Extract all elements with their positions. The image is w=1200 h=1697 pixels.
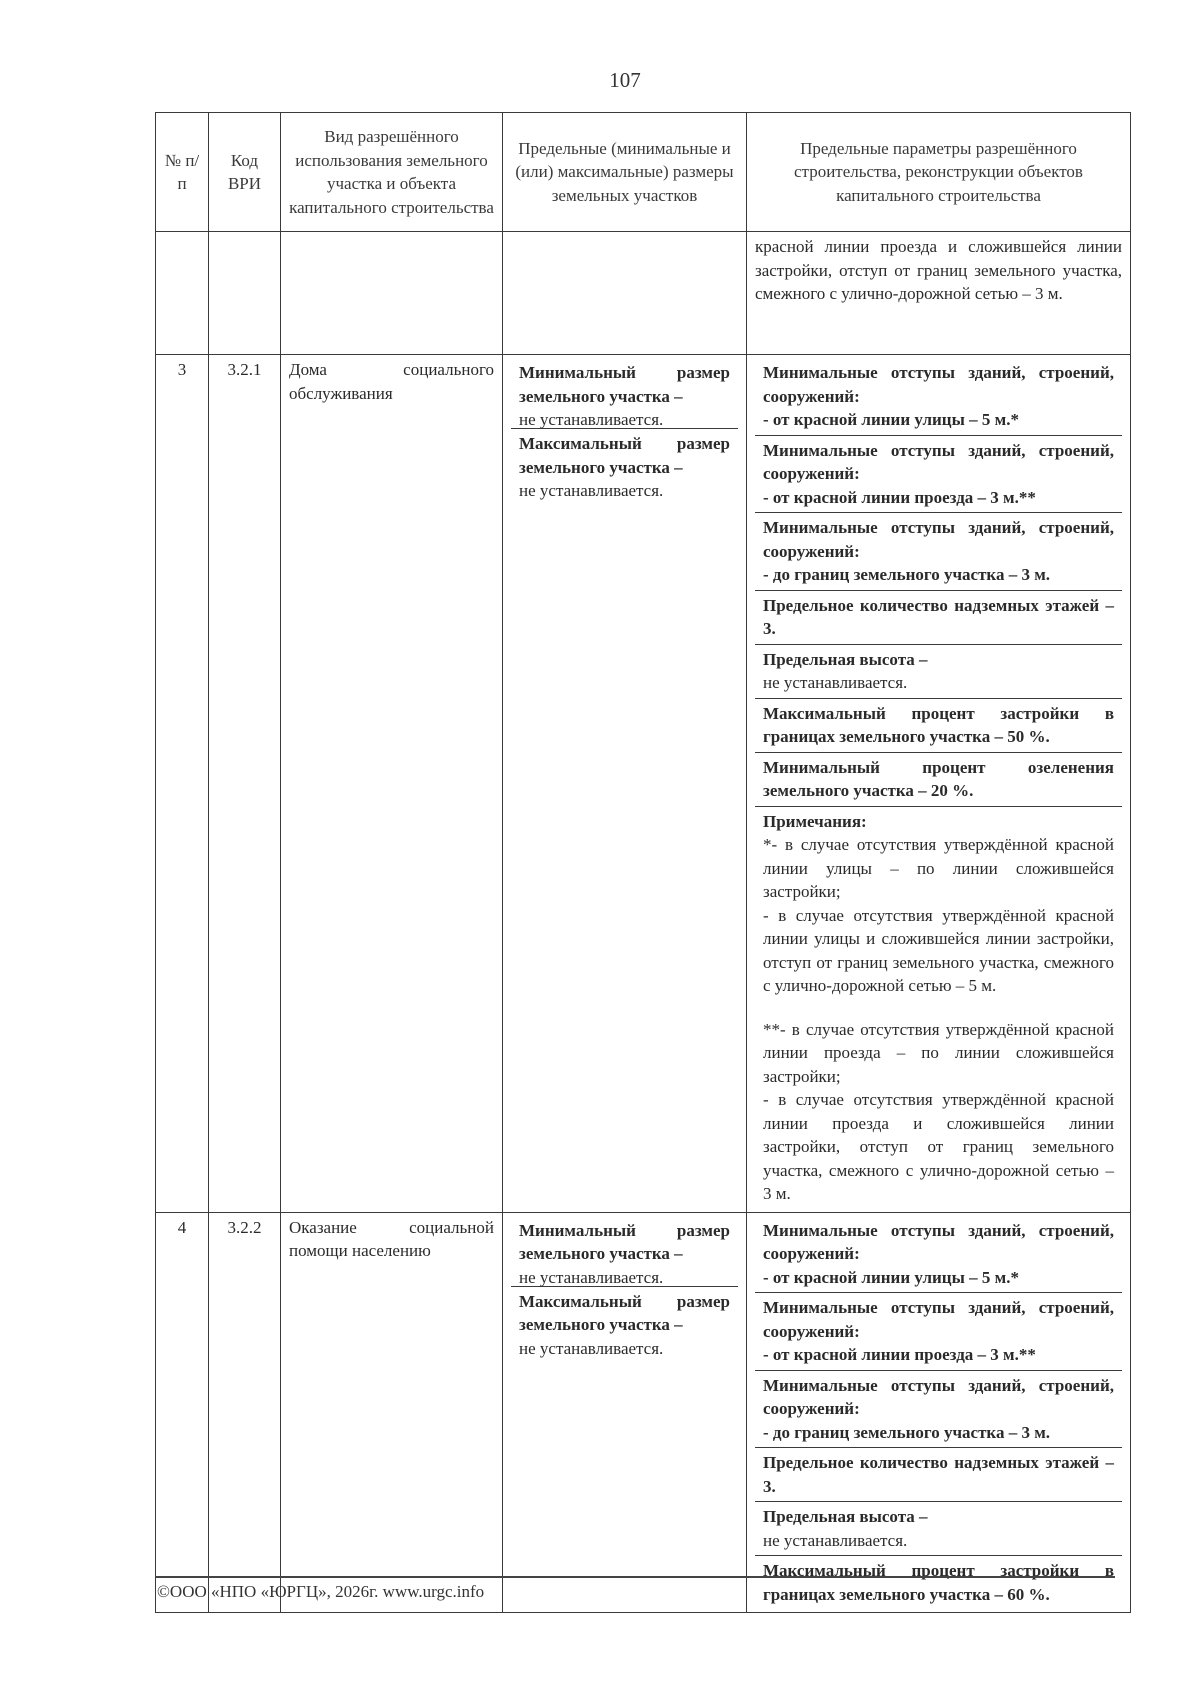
row-use: Дома социального обслуживания [281, 355, 503, 1213]
param-height: Предельная высота – не устанавливается. [755, 1502, 1122, 1556]
min-size-value: не устанавливается. [519, 410, 664, 429]
param-max-coverage: Максимальный процент застройки в границах земельного участка – 60 %. [763, 1561, 1114, 1604]
row-params-cell [747, 1212, 1131, 1613]
footer-divider [155, 1576, 1115, 1578]
max-size-title: Максимальный размер земельного участка – [519, 1291, 730, 1334]
row-size-cell [503, 355, 747, 1213]
param-setback-street: Минимальные отступы зданий, строений, сооружений: - от красной линии улицы – 5 м.* [755, 1216, 1122, 1294]
row-num: 3 [156, 355, 209, 1213]
continuation-row [156, 232, 1131, 355]
header-size: Предельные (минимальные и (или) максимальные) размеры земельных участков [503, 113, 747, 232]
param-setback-boundary: Минимальные отступы зданий, строений, сооружений: - до границ земельного участка – 3 м. [755, 513, 1122, 591]
table-header-row [156, 113, 1131, 232]
param-height: Предельная высота – не устанавливается. [755, 645, 1122, 699]
row-code: 3.2.2 [209, 1212, 281, 1613]
min-size-block [511, 1216, 738, 1287]
note-street-2: - в случае отсутствия утверждённой красной линии улицы и сложившейся линии застройки, отступ от границ земельного участка, смежного с улично-дорожной сетью – 5 м. [763, 905, 1114, 995]
param-setback-driveway: Минимальные отступы зданий, строений, сооружений: - от красной линии проезда – 3 м.** [755, 1293, 1122, 1371]
row-size-cell [503, 1212, 747, 1613]
param-floors: Предельное количество надземных этажей – 3. [755, 1448, 1122, 1502]
header-use: Вид разрешённого использования земельного участка и объекта капитального строительства [281, 113, 503, 232]
row-code: 3.2.1 [209, 355, 281, 1213]
max-size-block [511, 429, 738, 506]
note-driveway-2: - в случае отсутствия утверждённой красной линии проезда и сложившейся линии застройки, отступ от границ земельного участка, смежного с улично-дорожной сетью – 3 м. [763, 1090, 1114, 1203]
table-row [156, 355, 1131, 1213]
max-size-value: не устанавливается. [519, 481, 664, 500]
row-params-cell [747, 355, 1131, 1213]
min-size-title: Минимальный размер земельного участка – [519, 363, 730, 406]
param-min-greening: Минимальный процент озеленения земельного участка – 20 %. [755, 753, 1122, 807]
row-num: 4 [156, 1212, 209, 1613]
page-number: 107 [609, 68, 641, 92]
regulations-table [155, 112, 1131, 1613]
max-size-block [511, 1287, 738, 1364]
header-params: Предельные параметры разрешённого строительства, реконструкции объектов капитального строительства [747, 113, 1131, 232]
footer-copyright: ©ООО «НПО «ЮРГЦ», 2026г. www.urgc.info [157, 1582, 485, 1601]
continuation-text: красной линии проезда и сложившейся линии застройки, отступ от границ земельного участка, смежного с улично-дорожной сетью – 3 м. [747, 232, 1131, 355]
param-setback-boundary: Минимальные отступы зданий, строений, сооружений: - до границ земельного участка – 3 м. [755, 1371, 1122, 1449]
max-size-title: Максимальный размер земельного участка – [519, 434, 730, 477]
param-floors: Предельное количество надземных этажей – 3. [755, 591, 1122, 645]
max-size-value: не устанавливается. [519, 1338, 664, 1358]
row-use: Оказание социальной помощи населению [281, 1212, 503, 1613]
notes-block [755, 807, 1122, 1209]
table-row [156, 1212, 1131, 1613]
param-max-coverage: Максимальный процент застройки в границах земельного участка – 50 %. [755, 699, 1122, 753]
min-size-value: не устанавливается. [519, 1267, 664, 1287]
param-setback-street: Минимальные отступы зданий, строений, сооружений: - от красной линии улицы – 5 м.* [755, 358, 1122, 436]
note-street-1: *- в случае отсутствия утверждённой красной линии улицы – по линии сложившейся застройки; [763, 835, 1114, 901]
param-setback-driveway: Минимальные отступы зданий, строений, сооружений: - от красной линии проезда – 3 м.** [755, 436, 1122, 514]
header-num: № п/п [156, 113, 209, 232]
min-size-block [511, 358, 738, 429]
min-size-title: Минимальный размер земельного участка – [519, 1220, 730, 1263]
notes-title: Примечания: [763, 811, 867, 831]
note-driveway-1: **- в случае отсутствия утверждённой красной линии проезда – по линии сложившейся застройки; [763, 1019, 1114, 1086]
header-code: Код ВРИ [209, 113, 281, 232]
